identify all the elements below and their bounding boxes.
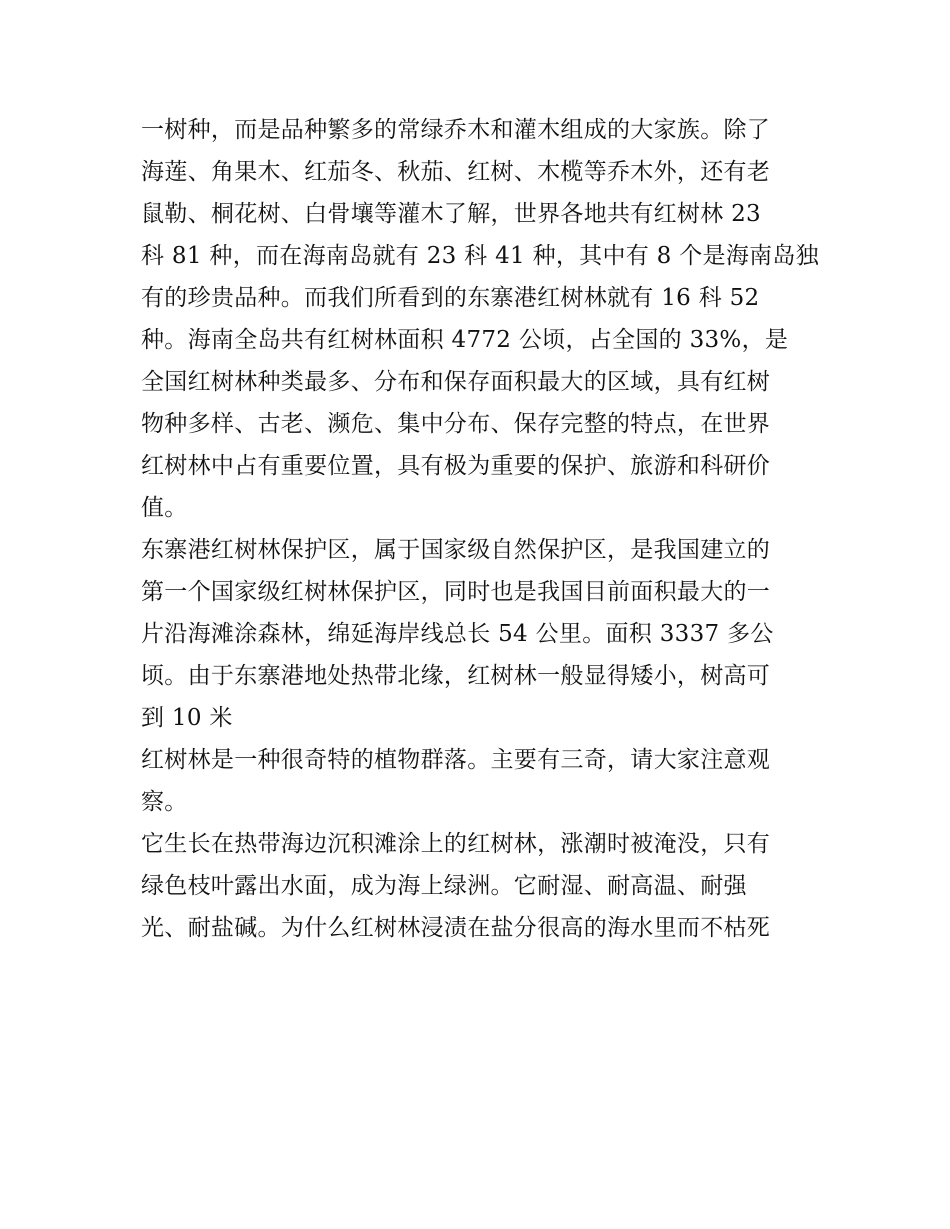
text-line: 红树林中占有重要位置，具有极为重要的保护、旅游和科研价: [141, 453, 771, 479]
text-line: 有的珍贵品种。而我们所看到的东寨港红树林就有 16 科 52: [141, 285, 760, 311]
text-line: 东寨港红树林保护区，属于国家级自然保护区，是我国建立的: [141, 537, 771, 563]
body-text: [141, 109, 820, 949]
text-line: 红树林是一种很奇特的植物群落。主要有三奇，请大家注意观: [141, 747, 771, 773]
text-line: 绿色枝叶露出水面，成为海上绿洲。它耐湿、耐高温、耐强: [141, 873, 747, 899]
text-line: 海莲、角果木、红茄冬、秋茄、红树、木榄等乔木外，还有老: [141, 159, 771, 185]
text-line: 物种多样、古老、濒危、集中分布、保存完整的特点，在世界: [141, 411, 771, 437]
text-line: 它生长在热带海边沉积滩涂上的红树林，涨潮时被淹没，只有: [141, 831, 771, 857]
text-line: 察。: [141, 789, 188, 815]
text-line: 鼠勒、桐花树、白骨壤等灌木了解，世界各地共有红树林 23: [141, 201, 761, 227]
text-line: 科 81 种，而在海南岛就有 23 科 41 种，其中有 8 个是海南岛独: [141, 243, 820, 269]
text-line: 到 10 米: [141, 705, 233, 731]
text-line: 片沿海滩涂森林，绵延海岸线总长 54 公里。面积 3337 多公: [141, 621, 774, 647]
text-line: 第一个国家级红树林保护区，同时也是我国目前面积最大的一: [141, 579, 771, 605]
text-line: 种。海南全岛共有红树林面积 4772 公顷，占全国的 33%，是: [141, 327, 789, 353]
text-line: 值。: [141, 495, 188, 521]
text-line: 全国红树林种类最多、分布和保存面积最大的区域，具有红树: [141, 369, 771, 395]
text-line: 一树种，而是品种繁多的常绿乔木和灌木组成的大家族。除了: [141, 117, 771, 143]
text-line: 光、耐盐碱。为什么红树林浸渍在盐分很高的海水里而不枯死: [141, 915, 771, 941]
text-line: 顷。由于东寨港地处热带北缘，红树林一般显得矮小，树高可: [141, 663, 771, 689]
